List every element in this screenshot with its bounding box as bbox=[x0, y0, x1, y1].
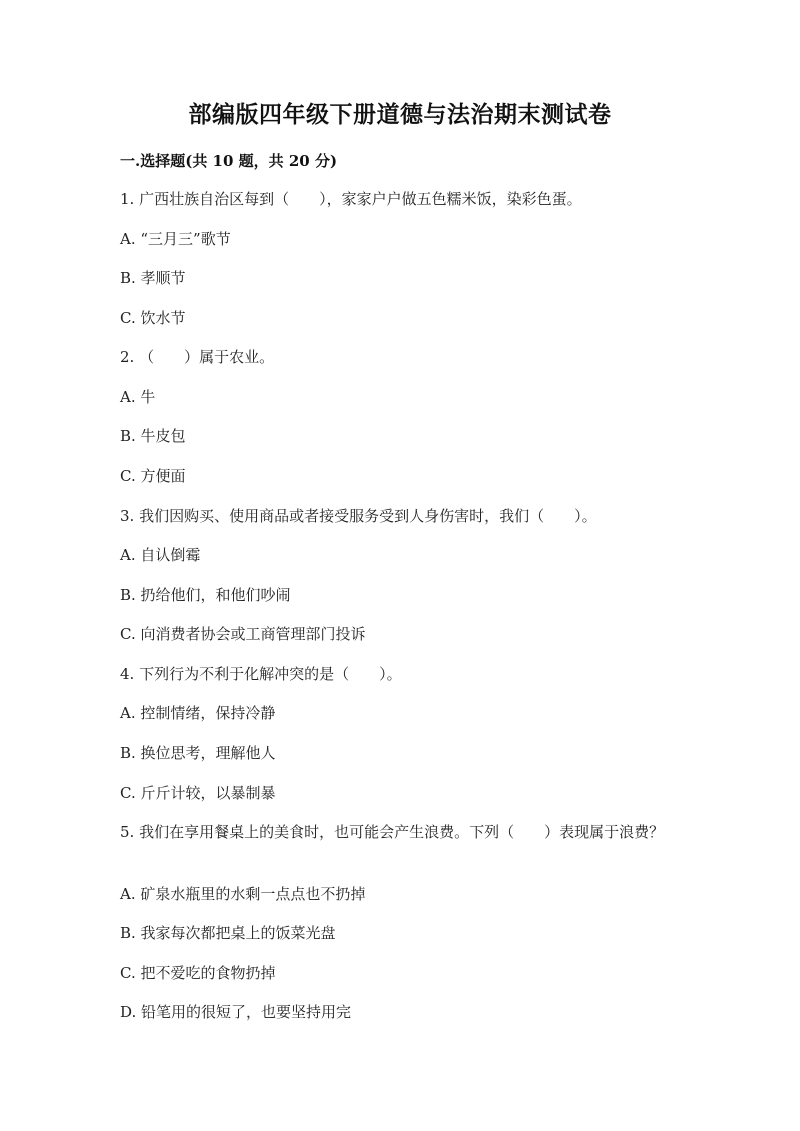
question-1-option-c: C. 饮水节 bbox=[120, 309, 186, 327]
question-3-option-b: B. 扔给他们，和他们吵闹 bbox=[120, 586, 291, 604]
question-3-option-c: C. 向消费者协会或工商管理部门投诉 bbox=[120, 625, 366, 643]
question-2-option-c: C. 方便面 bbox=[120, 467, 186, 485]
question-2-stem: 2. （ ）属于农业。 bbox=[120, 348, 275, 366]
question-3-stem: 3. 我们因购买、使用商品或者接受服务受到人身伤害时，我们（ ）。 bbox=[120, 507, 597, 525]
question-5-option-c: C. 把不爱吃的食物扔掉 bbox=[120, 964, 276, 982]
question-4-stem: 4. 下列行为不利于化解冲突的是（ ）。 bbox=[120, 665, 402, 683]
section-heading: 一.选择题(共 10 题，共 20 分) bbox=[120, 152, 338, 170]
question-3-option-a: A. 自认倒霉 bbox=[120, 546, 201, 564]
question-1-option-a: A. “三月三”歌节 bbox=[120, 230, 231, 248]
question-4-option-b: B. 换位思考，理解他人 bbox=[120, 744, 276, 762]
question-5-stem: 5. 我们在享用餐桌上的美食时，也可能会产生浪费。下列（ ）表现属于浪费？ bbox=[120, 823, 665, 841]
question-1-stem: 1. 广西壮族自治区每到（ ），家家户户做五色糯米饭，染彩色蛋。 bbox=[120, 190, 582, 208]
question-5-option-b: B. 我家每次都把桌上的饭菜光盘 bbox=[120, 924, 336, 942]
question-1-option-b: B. 孝顺节 bbox=[120, 269, 186, 287]
question-2-option-a: A. 牛 bbox=[120, 388, 156, 406]
question-5-option-a: A. 矿泉水瓶里的水剩一点点也不扔掉 bbox=[120, 885, 366, 903]
question-4-option-a: A. 控制情绪，保持冷静 bbox=[120, 704, 276, 722]
question-5-option-d: D. 铅笔用的很短了，也要坚持用完 bbox=[120, 1003, 352, 1021]
question-2-option-b: B. 牛皮包 bbox=[120, 427, 186, 445]
page-title: 部编版四年级下册道德与法治期末测试卷 bbox=[188, 101, 612, 128]
question-4-option-c: C. 斤斤计较，以暴制暴 bbox=[120, 784, 276, 802]
